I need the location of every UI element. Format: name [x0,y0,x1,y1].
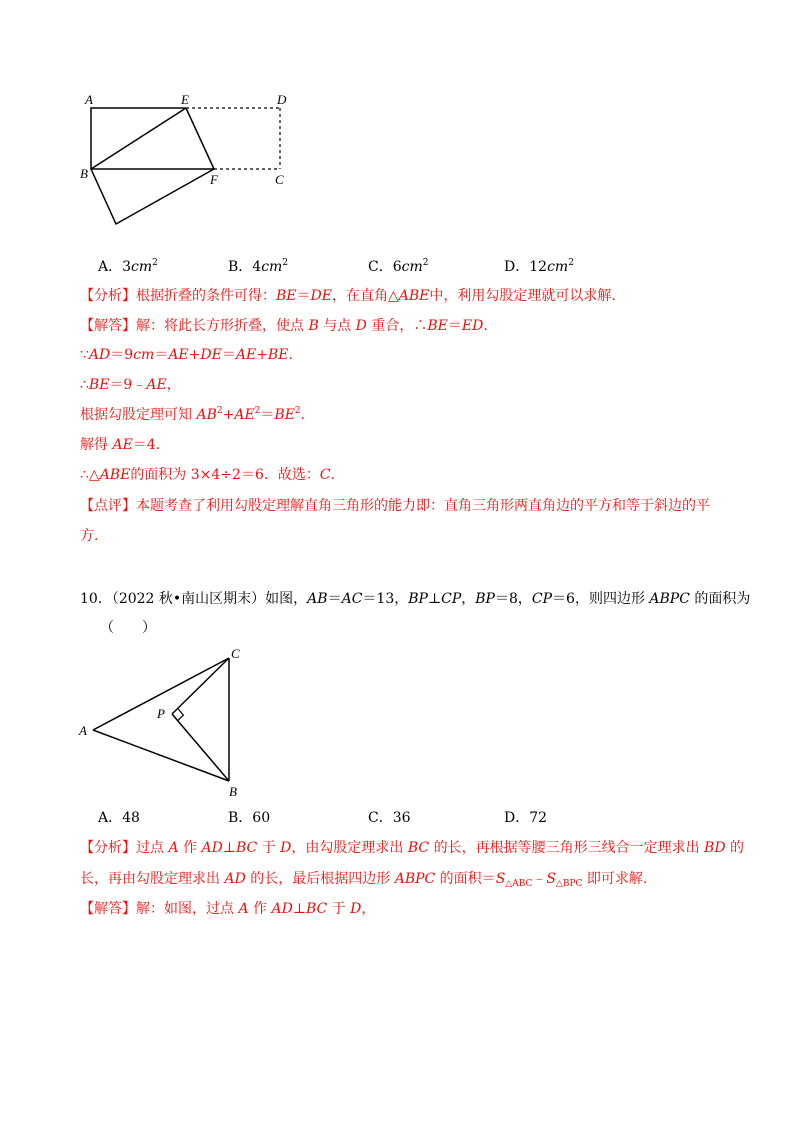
q9-comment-line-2: 方. [80,528,99,544]
q10-stem: 10．（2022 秋•南山区期末）如图，AB＝AC＝13，BP⊥CP，BP＝8，CP＝6，则四边形 ABPC 的面积为 [80,591,751,607]
segment-cp [172,658,229,714]
q9-choice-c[interactable]: C．$6cm^2$ [368,258,429,275]
q10-answer-paren: （ ） [100,620,156,636]
q9-solution-line-6: ∴△ABE的面积为 3×4÷2＝6．故选：C. [80,467,336,483]
q10-choice-c[interactable]: C．36 [368,810,411,826]
rectangle-solid-edges [91,108,214,169]
q9-comment-line-1: 【点评】本题考查了利用勾股定理解直角三角形的能力即：直角三角形两直角边的平方和等于斜边的平 [80,498,710,514]
segment-ab [93,730,229,781]
figure-triangle-abpc [75,640,255,800]
label-b: B [80,166,88,181]
q9-choice-b[interactable]: B．$4cm^2$ [228,258,289,275]
label-c: C [231,646,240,661]
folded-flap [91,169,214,224]
q9-choice-d[interactable]: D．$12cm^2$ [504,258,574,275]
q10-choice-b[interactable]: B．60 [228,810,271,826]
q10-analysis-line-2: 长，再由勾股定理求出 AD 的长，最后根据四边形 ABPC 的面积$=S_{\triangle ABC}﹣S_{\triangle BPC}$ 即可求解. [80,871,648,889]
q9-solution-line-4: 根据勾股定理可知 $AB^2+AE^2=BE^2$. [80,406,306,423]
q10-solution-line-1: 【解答】解：如图，过点 A 作 AD⊥BC 于 D， [80,901,376,917]
q9-analysis: 【分析】根据折叠的条件可得：BE＝DE，在直角△ABE中，利用勾股定理就可以求解. [80,288,616,304]
label-c: C [275,172,284,187]
label-a: A [79,723,87,738]
crease-ef [186,108,214,169]
q9-solution-line-5: 解得 AE＝4. [80,437,161,453]
label-a: A [85,92,93,107]
label-e: E [181,92,189,107]
q9-solution-line-3: ∴BE＝9﹣AE， [80,377,181,393]
label-d: D [277,92,287,107]
q10-analysis-line-1: 【分析】过点 A 作 AD⊥BC 于 D，由勾股定理求出 BC 的长，再根据等腰三角形三线合一定理求出 BD 的 [80,840,744,856]
q10-choice-a[interactable]: A．48 [98,810,140,826]
q9-choice-a[interactable]: A．$3cm^2$ [98,258,158,275]
label-b: B [229,784,237,799]
label-p: P [157,706,165,721]
q10-choice-d[interactable]: D．72 [504,810,548,826]
label-f: F [210,172,218,187]
q9-solution-line-2: ∵AD＝9cm＝AE+DE＝AE+BE. [80,347,293,363]
crease-be [91,108,186,169]
figure-folded-rectangle [78,88,298,233]
q9-solution-line-1: 【解答】解：将此长方形折叠，使点 B 与点 D 重合，∴BE＝ED. [80,318,488,334]
right-angle-mark [178,708,184,720]
